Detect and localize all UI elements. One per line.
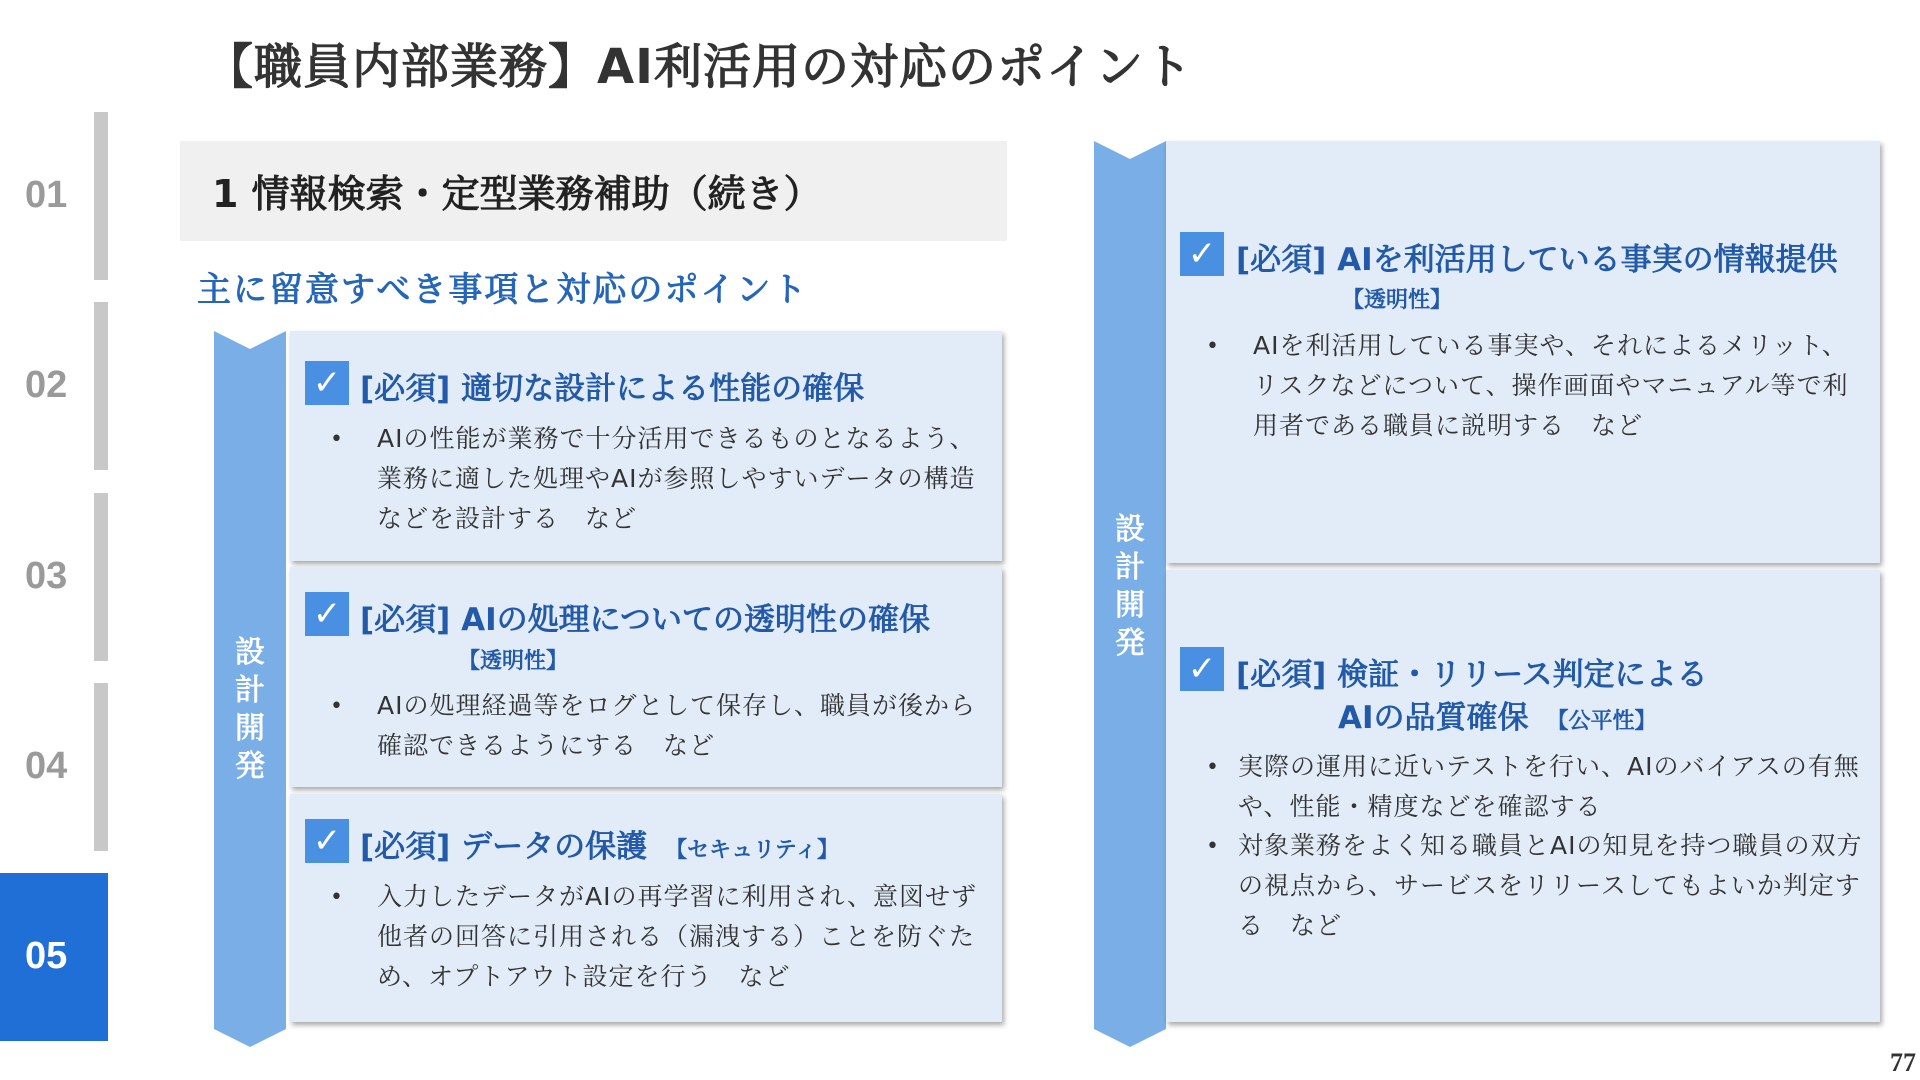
ribbon-char: 計: [235, 673, 265, 708]
section-header-title: 1 情報検索・定型業務補助（続き）: [212, 172, 822, 216]
card-design-performance: [290, 331, 1002, 561]
card-quality-assurance: [1166, 570, 1880, 1022]
ribbon-char: 設: [235, 635, 265, 670]
bullet-icon: •: [330, 885, 343, 910]
design-dev-ribbon-right: [1094, 141, 1166, 1047]
section-nav-03[interactable]: [0, 493, 108, 661]
checkbox-icon: ✓: [305, 361, 349, 405]
section-header: [180, 141, 1007, 241]
bullet-text: 実際の運用に近いテストを行い、AIのバイアスの有無や、性能・精度などを確認する: [1238, 752, 1860, 821]
card-transparency: [290, 567, 1002, 787]
card-title: [必須] 適切な設計による性能の確保: [360, 371, 865, 407]
ribbon-label: [1094, 511, 1166, 663]
card-title-text: AIの品質確保: [1338, 700, 1529, 736]
bullet-icon: •: [1206, 834, 1219, 859]
card-ai-usage-disclosure: [1166, 141, 1880, 563]
ribbon-label: [214, 634, 286, 786]
checkbox-icon: ✓: [305, 819, 349, 863]
section-nav-05-active[interactable]: [0, 873, 108, 1041]
ribbon-char: 開: [1115, 588, 1145, 623]
page-number: 77: [1890, 1048, 1916, 1077]
card-title-line1: [必須] 検証・リリース判定による: [1236, 657, 1708, 693]
card-tag: 【セキュリティ】: [665, 838, 839, 863]
bullet-icon: •: [1206, 755, 1219, 780]
section-nav-01[interactable]: [0, 112, 108, 280]
card-title-text: [必須] データの保護: [360, 829, 648, 865]
bullet-text: AIを利活用している事実や、それによるメリット、リスクなどについて、操作画面やマニュアル等で利用者である職員に説明する など: [1253, 331, 1849, 440]
card-tag: 【透明性】: [1342, 288, 1453, 313]
card-tag: 【透明性】: [458, 649, 569, 674]
checkbox-icon: ✓: [305, 592, 349, 636]
nav-number: 01: [25, 174, 68, 216]
nav-number: 02: [25, 364, 68, 406]
nav-bar: [94, 302, 108, 470]
section-nav-04[interactable]: [0, 683, 108, 851]
nav-number: 04: [25, 745, 68, 787]
card-title-line2: [1338, 692, 1657, 737]
card-title: [360, 821, 839, 866]
card-data-protection: [290, 794, 1002, 1022]
bullet-icon: •: [330, 427, 343, 452]
ribbon-char: 発: [1115, 626, 1145, 661]
ribbon-char: 開: [235, 711, 265, 746]
bullet-text: 入力したデータがAIの再学習に利用され、意図せず他者の回答に引用される（漏洩する）ことを防ぐため、オプトアウト設定を行う など: [377, 882, 977, 991]
bullet-text: AIの処理経過等をログとして保存し、職員が後から確認できるようにする など: [377, 691, 976, 760]
checkbox-icon: ✓: [1180, 647, 1224, 691]
section-nav-02[interactable]: [0, 302, 108, 470]
nav-bar: [94, 683, 108, 851]
bullet-icon: •: [1206, 334, 1219, 359]
ribbon-char: 発: [235, 749, 265, 784]
bullet-text: AIの性能が業務で十分活用できるものとなるよう、業務に適した処理やAIが参照しやすいデータの構造などを設計する など: [377, 424, 976, 533]
ribbon-char: 設: [1115, 512, 1145, 547]
card-title: [必須] AIの処理についての透明性の確保: [360, 602, 931, 638]
checkbox-icon: ✓: [1180, 232, 1224, 276]
subheading: 主に留意すべき事項と対応のポイント: [197, 270, 809, 310]
card-tag: 【公平性】: [1546, 709, 1657, 734]
bullet-icon: •: [330, 694, 343, 719]
nav-number: 05: [25, 935, 68, 977]
bullet-text: 対象業務をよく知る職員とAIの知見を持つ職員の双方の視点から、サービスをリリースしてもよいか判定する など: [1238, 831, 1863, 940]
card-title: [必須] AIを利活用している事実の情報提供: [1236, 242, 1838, 278]
nav-bar: [94, 493, 108, 661]
page-title: 【職員内部業務】AI利活用の対応のポイント: [205, 39, 1194, 95]
nav-bar: [94, 112, 108, 280]
nav-number: 03: [25, 555, 68, 597]
ribbon-char: 計: [1115, 550, 1145, 585]
design-dev-ribbon-left: [214, 331, 286, 1047]
